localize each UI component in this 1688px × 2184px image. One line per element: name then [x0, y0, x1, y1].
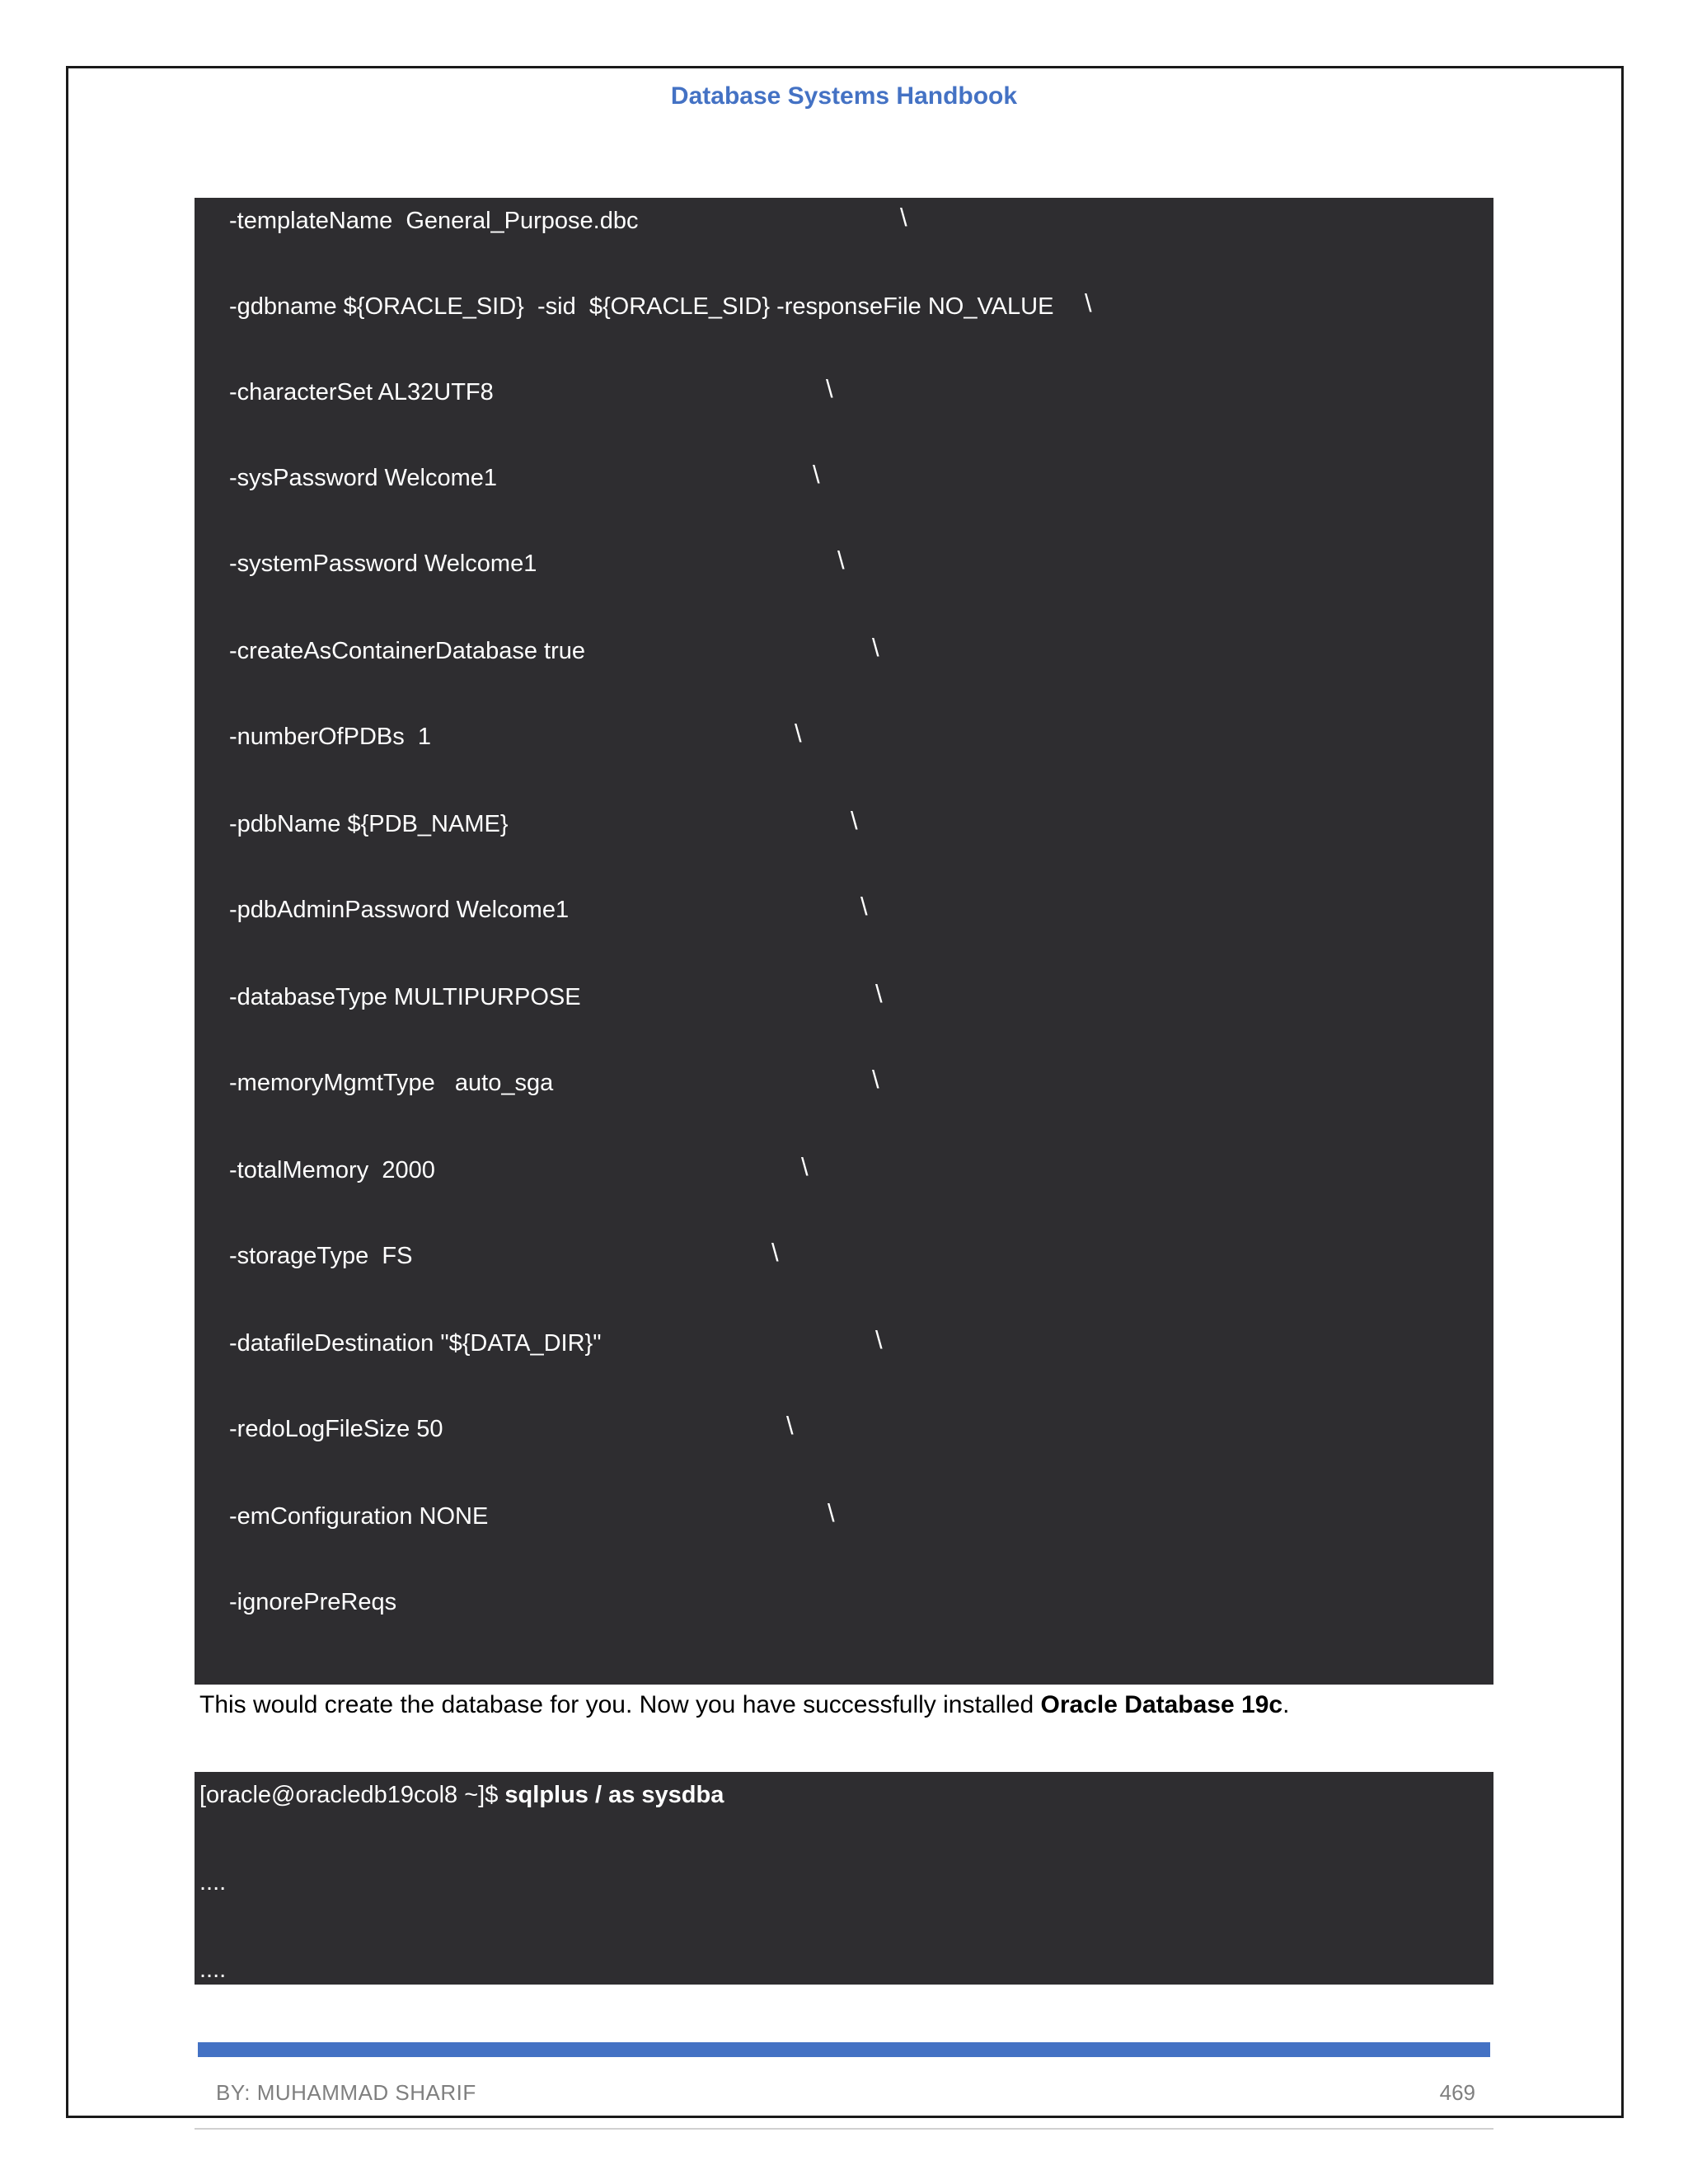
- code-line: -createAsContainerDatabase true: [229, 638, 586, 664]
- paragraph-end: .: [1282, 1691, 1290, 1718]
- code-line: -datafileDestination "${DATA_DIR}": [229, 1330, 602, 1357]
- paragraph-bold: Oracle Database 19c: [1040, 1691, 1283, 1718]
- line-continuation: \: [801, 1152, 809, 1181]
- shell-command: sqlplus / as sysdba: [504, 1782, 724, 1808]
- code-line: -pdbName ${PDB_NAME}: [229, 811, 509, 837]
- code-block-sqlplus: [195, 1772, 1493, 1985]
- code-line: -systemPassword Welcome1: [229, 551, 537, 577]
- line-continuation: \: [900, 203, 907, 232]
- paragraph-text: This would create the database for you. Now you have successfully installed: [199, 1691, 1041, 1718]
- code-line: -ignorePreReqs: [229, 1589, 397, 1615]
- code-line: [199, 1783, 724, 1807]
- line-continuation: \: [875, 1325, 883, 1354]
- code-line: -memoryMgmtType auto_sga: [229, 1070, 554, 1096]
- footer-accent-bar: [198, 2042, 1490, 2057]
- page-number: 469: [1439, 2080, 1475, 2105]
- line-continuation: \: [872, 1065, 879, 1094]
- code-line: -gdbname ${ORACLE_SID} -sid ${ORACLE_SID} -responseFile NO_VALUE: [229, 293, 1054, 320]
- line-continuation: \: [828, 1498, 835, 1527]
- code-line: -storageType FS: [229, 1243, 413, 1269]
- page-header-title: Database Systems Handbook: [670, 82, 1018, 110]
- line-continuation: \: [1085, 288, 1092, 317]
- code-line: -emConfiguration NONE: [229, 1503, 489, 1530]
- code-line: -pdbAdminPassword Welcome1: [229, 897, 570, 923]
- line-continuation: \: [771, 1238, 779, 1267]
- line-continuation: \: [786, 1411, 794, 1440]
- shell-prompt: [oracle@oracledb19col8 ~]$: [199, 1782, 505, 1808]
- code-line: -redoLogFileSize 50: [229, 1416, 443, 1442]
- line-continuation: \: [795, 719, 802, 748]
- code-line: -databaseType MULTIPURPOSE: [229, 984, 581, 1010]
- code-line: -numberOfPDBs 1: [229, 724, 431, 750]
- line-continuation: \: [860, 892, 868, 921]
- code-block-dbca: [195, 198, 1493, 1685]
- body-paragraph: [199, 1691, 1493, 1719]
- footer-author: BY: MUHAMMAD SHARIF: [216, 2080, 476, 2105]
- line-continuation: \: [826, 374, 833, 403]
- line-continuation: \: [875, 979, 883, 1008]
- line-continuation: \: [851, 806, 858, 835]
- line-continuation: \: [837, 546, 845, 574]
- code-line: -sysPassword Welcome1: [229, 465, 498, 491]
- code-line: -templateName General_Purpose.dbc: [229, 208, 639, 234]
- line-continuation: \: [872, 633, 879, 662]
- bottom-rule: [195, 2128, 1493, 2130]
- code-line: -characterSet AL32UTF8: [229, 379, 494, 405]
- code-line: ....: [199, 1957, 227, 1983]
- code-line: -totalMemory 2000: [229, 1157, 435, 1183]
- code-line: ....: [199, 1869, 227, 1896]
- line-continuation: \: [813, 460, 820, 489]
